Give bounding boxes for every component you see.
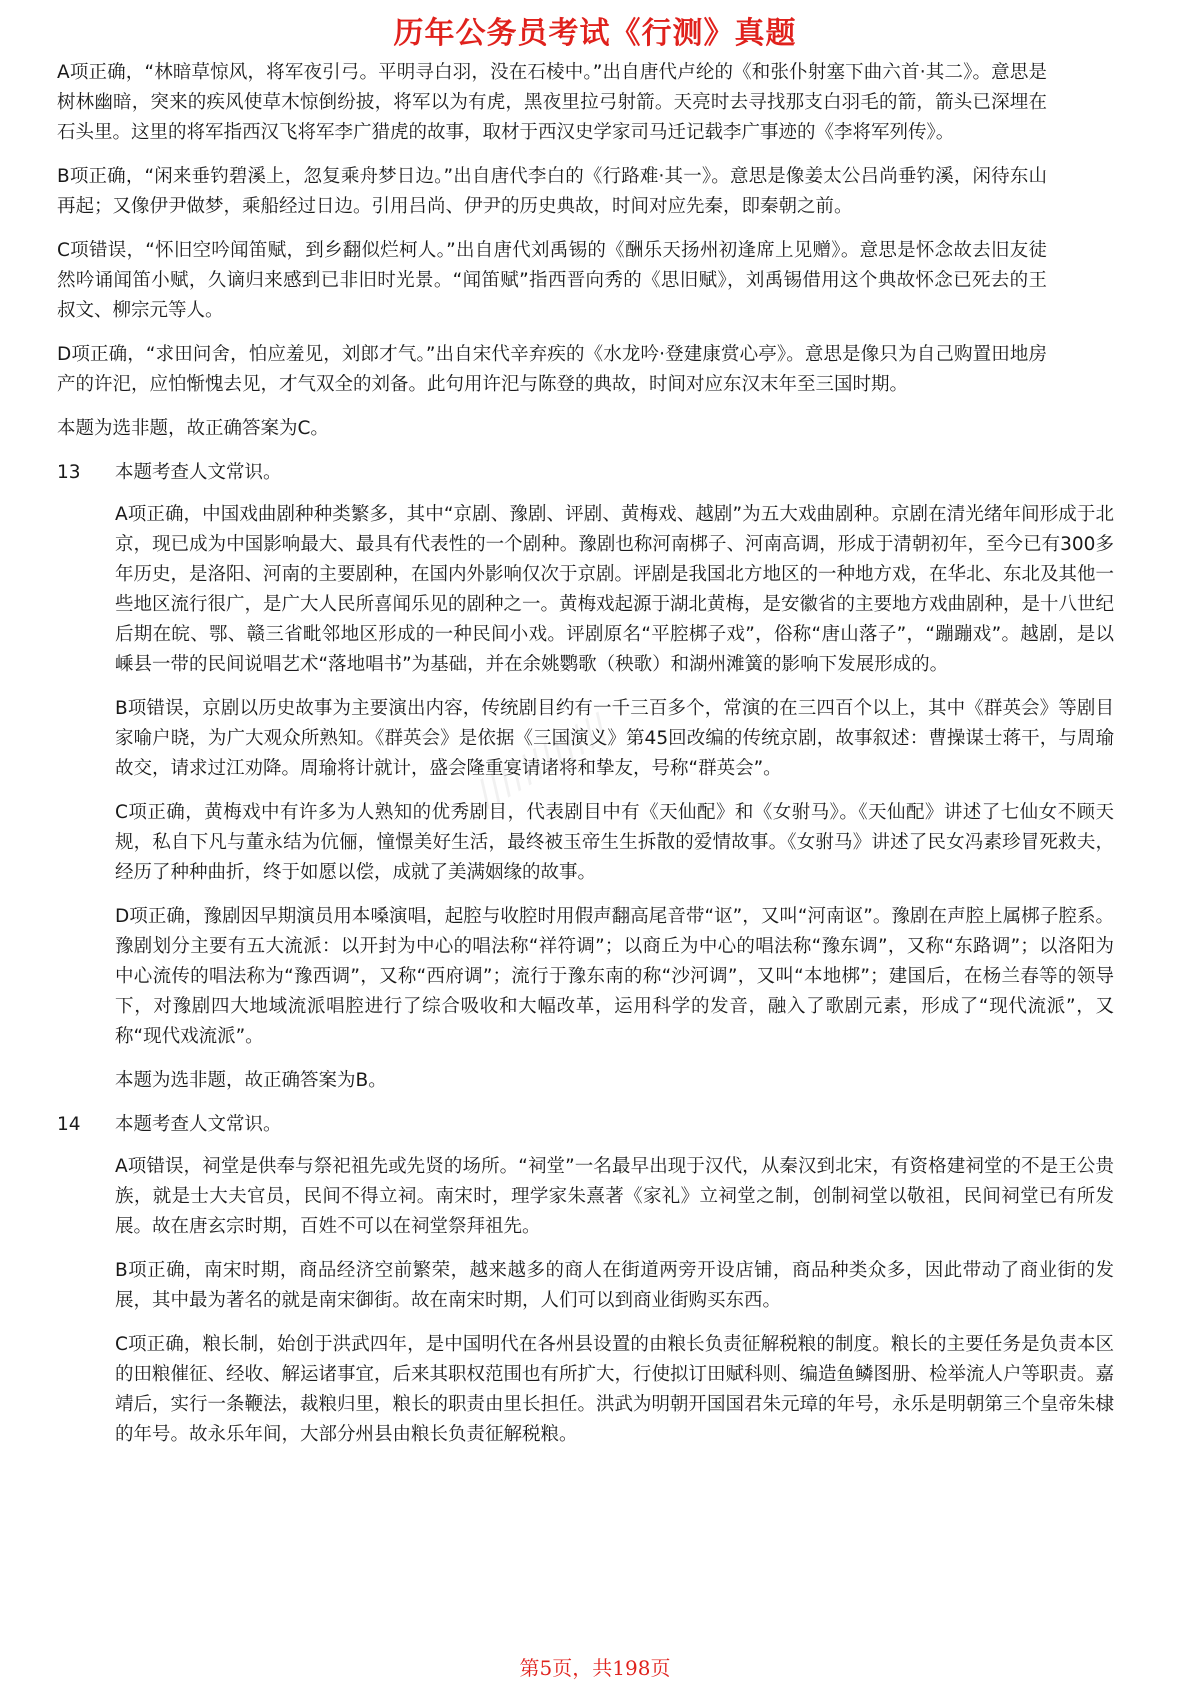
watermark: //////////// (469, 706, 617, 815)
answer-paragraph: C项正确，粮长制，始创于洪武四年，是中国明代在各州县设置的由粮长负责征解税粮的制度。粮长的主要任务是负责本区的田粮催征、经收、解运诸事宜，后来其职权范围也有所扩大，行使拟订田赋科则、编造鱼鳞图册、检举流人户等职责。嘉靖后，实行一条鞭法，裁粮归里，粮长的职责由里长担任。洪武为明朝开国国君朱元璋的年号，永乐是明朝第三个皇帝朱棣的年号。故永乐年间，大部分州县由粮长负责征解税粮。 (115, 1334, 1115, 1445)
question-number: 14 (57, 1114, 81, 1135)
answer-paragraph: B项正确，“闲来垂钓碧溪上，忽复乘舟梦日边。”出自唐代李白的《行路难·其一》。意思是像姜太公吕尚垂钓溪，闲待东山再起；又像伊尹做梦，乘船经过日边。引用吕尚、伊尹的历史典故，时间对应先秦，即秦朝之前。 (57, 166, 1047, 217)
page-title: 历年公务员考试《行测》真题 (393, 16, 797, 51)
answer-conclusion: 本题为选非题，故正确答案为C。 (57, 418, 329, 439)
question-header (57, 1110, 1114, 1140)
answer-paragraph: C项错误，“怀旧空吟闻笛赋，到乡翻似烂柯人。”出自唐代刘禹锡的《酬乐天扬州初逢席上见赠》。意思是怀念故去旧友徒然吟诵闻笛小赋，久谪归来感到已非旧时光景。“闻笛赋”指西晋向秀的《思旧赋》，刘禹锡借用这个典故怀念已死去的王叔文、柳宗元等人。 (57, 240, 1047, 321)
answer-paragraph: D项正确，豫剧因早期演员用本嗓演唱，起腔与收腔时用假声翻高尾音带“讴”，又叫“河南讴”。豫剧在声腔上属梆子腔系。豫剧划分主要有五大流派：以开封为中心的唱法称“祥符调”；以商丘为中心的唱法称“豫东调”，又称“东路调”；以洛阳为中心流传的唱法称为“豫西调”，又称“西府调”；流行于豫东南的称“沙河调”，又叫“本地梆”；建国后，在杨兰春等的领导下，对豫剧四大地域流派唱腔进行了综合吸收和大幅改革，运用科学的发音，融入了歌剧元素，形成了“现代流派”，又称“现代戏流派”。 (115, 906, 1114, 1047)
answer-paragraph: C项正确，黄梅戏中有许多为人熟知的优秀剧目，代表剧目中有《天仙配》和《女驸马》。《天仙配》讲述了七仙女不顾天规，私自下凡与董永结为伉俪，憧憬美好生活，最终被玉帝生生拆散的爱情故事。《女驸马》讲述了民女冯素珍冒死救夫，经历了种种曲折，终于如愿以偿，成就了美满姻缘的故事。 (115, 802, 1114, 883)
answer-paragraph: D项正确，“求田问舍，怕应羞见，刘郎才气。”出自宋代辛弃疾的《水龙吟·登建康赏心亭》。意思是像只为自己购置田地房产的许汜，应怕惭愧去见，才气双全的刘备。此句用许汜与陈登的典故，时间对应东汉末年至三国时期。 (57, 344, 1047, 395)
question-explanation (115, 1152, 1114, 1450)
answer-paragraph: B项正确，南宋时期，商品经济空前繁荣，越来越多的商人在街道两旁开设店铺，商品种类众多，因此带动了商业街的发展，其中最为著名的就是南宋御街。故在南宋时期，人们可以到商业街购买东西。 (115, 1260, 1114, 1311)
answer-paragraph: A项正确，“林暗草惊风，将军夜引弓。平明寻白羽，没在石棱中。”出自唐代卢纶的《和张仆射塞下曲六首·其二》。意思是树林幽暗，突来的疾风使草木惊倒纷披，将军以为有虎，黑夜里拉弓射箭。天亮时去寻找那支白羽毛的箭，箭头已深埋在石头里。这里的将军指西汉飞将军李广猎虎的故事，取材于西汉史学家司马迁记载李广事迹的《李将军列传》。 (57, 62, 1047, 143)
document-body (57, 58, 1114, 1464)
answer-paragraph: B项错误，京剧以历史故事为主要演出内容，传统剧目约有一千三百多个，常演的在三四百个以上，其中《群英会》等剧目家喻户晓，为广大观众所熟知。《群英会》是依据《三国演义》第45回改编的传统京剧，故事叙述：曹操谋士蒋干，与周瑜故交，请求过江劝降。周瑜将计就计，盛会隆重宴请诸将和挚友，号称“群英会”。 (115, 698, 1114, 779)
question-topic: 本题考查人文常识。 (115, 462, 282, 483)
answer-paragraph: A项正确，中国戏曲剧种种类繁多，其中“京剧、豫剧、评剧、黄梅戏、越剧”为五大戏曲剧种。京剧在清光绪年间形成于北京，现已成为中国影响最大、最具有代表性的一个剧种。豫剧也称河南梆子、河南高调，形成于清朝初年，至今已有300多年历史，是洛阳、河南的主要剧种，在国内外影响仅次于京剧。评剧是我国北方地区的一种地方戏，在华北、东北及其他一些地区流行很广，是广大人民所喜闻乐见的剧种之一。黄梅戏起源于湖北黄梅，是安徽省的主要地方戏曲剧种，是十八世纪后期在皖、鄂、赣三省毗邻地区形成的一种民间小戏。评剧原名“平腔梆子戏”，俗称“唐山落子”，“蹦蹦戏”。越剧，是以嵊县一带的民间说唱艺术“落地唱书”为基础，并在余姚鹦歌（秧歌）和湖州滩簧的影响下发展形成的。 (115, 504, 1115, 675)
question-number: 13 (57, 462, 81, 483)
page-number: 第5页，共198页 (519, 1656, 671, 1680)
answer-paragraph: A项错误，祠堂是供奉与祭祀祖先或先贤的场所。“祠堂”一名最早出现于汉代，从秦汉到北宋，有资格建祠堂的不是王公贵族，就是士大夫官员，民间不得立祠。南宋时，理学家朱熹著《家礼》立祠堂之制，创制祠堂以敬祖，民间祠堂已有所发展。故在唐玄宗时期，百姓不可以在祠堂祭拜祖先。 (115, 1156, 1114, 1237)
answer-conclusion: 本题为选非题，故正确答案为B。 (115, 1070, 387, 1091)
question-explanation (115, 500, 1114, 1096)
question-header (57, 458, 1114, 488)
question-topic: 本题考查人文常识。 (115, 1114, 282, 1135)
